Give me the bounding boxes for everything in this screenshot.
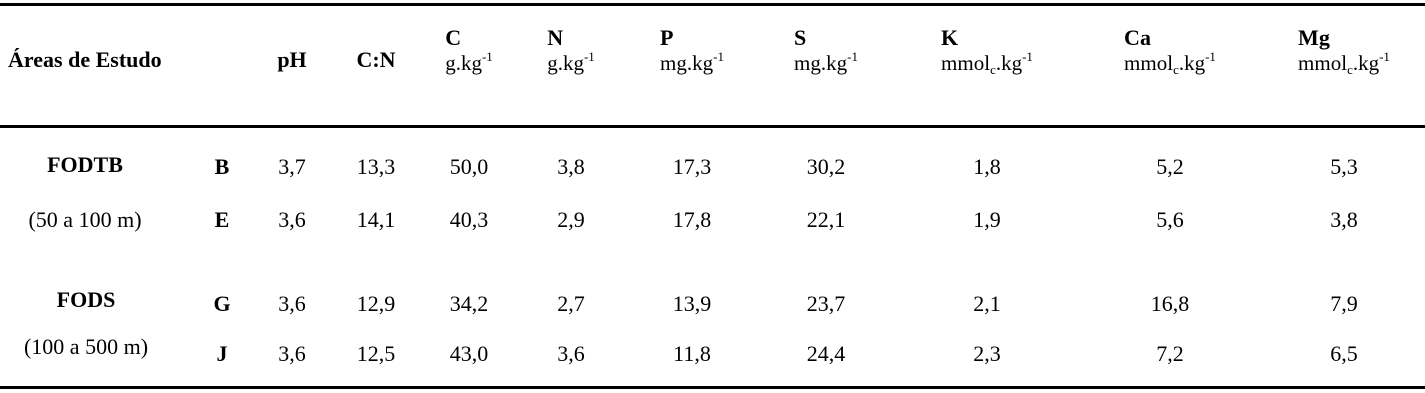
header-mg: Mg $mmol_c.kg^{-1}$ — [1298, 25, 1390, 77]
cell-c: 50,0 — [449, 154, 489, 179]
cell-p: 13,9 — [672, 291, 712, 316]
cell-ca: 5,6 — [1156, 207, 1184, 232]
cell-n: 3,6 — [557, 341, 585, 366]
header-c: C $g.kg^{-1}$ — [445, 25, 493, 75]
cell-ph: 3,6 — [278, 291, 306, 316]
row-area-label: J — [216, 341, 228, 366]
cell-n: 2,9 — [557, 207, 585, 232]
cell-ph: 3,7 — [278, 154, 306, 179]
header-s: S $mg.kg^{-1}$ — [794, 25, 858, 75]
header-k: K $mmol_c.kg^{-1}$ — [941, 25, 1033, 77]
row-area-label: E — [214, 207, 230, 232]
cell-cn: 13,3 — [356, 154, 396, 179]
cell-k: 2,3 — [973, 341, 1001, 366]
cell-ca: 7,2 — [1156, 341, 1184, 366]
cell-k: 1,8 — [973, 154, 1001, 179]
group-name-fodtb: FODTB — [47, 152, 123, 177]
cell-c: 34,2 — [449, 291, 489, 316]
cell-ph: 3,6 — [278, 207, 306, 232]
cell-s: 30,2 — [806, 154, 846, 179]
cell-p: 17,8 — [672, 207, 712, 232]
cell-ca: 5,2 — [1156, 154, 1184, 179]
cell-s: 23,7 — [806, 291, 846, 316]
group-range-fodtb: (50 a 100 m) — [28, 207, 142, 232]
cell-k: 2,1 — [973, 291, 1001, 316]
cell-cn: 14,1 — [356, 207, 396, 232]
header-cn: C:N — [356, 47, 396, 72]
cell-ca: 16,8 — [1150, 291, 1190, 316]
cell-cn: 12,5 — [356, 341, 396, 366]
header-n: N $g.kg^{-1}$ — [547, 25, 595, 75]
cell-n: 3,8 — [557, 154, 585, 179]
cell-p: 17,3 — [672, 154, 712, 179]
cell-ph: 3,6 — [278, 341, 306, 366]
table-bottom-rule — [0, 386, 1425, 389]
header-p: P $mg.kg^{-1}$ — [660, 25, 724, 75]
cell-cn: 12,9 — [356, 291, 396, 316]
cell-mg: 6,5 — [1330, 341, 1358, 366]
row-area-label: G — [213, 291, 231, 316]
header-ph: pH — [277, 47, 307, 72]
header-areas: Áreas de Estudo — [8, 47, 162, 72]
group-name-fods: FODS — [56, 287, 116, 312]
cell-c: 40,3 — [449, 207, 489, 232]
row-area-label: B — [214, 154, 230, 179]
table-top-rule — [0, 3, 1425, 6]
cell-mg: 7,9 — [1330, 291, 1358, 316]
cell-s: 22,1 — [806, 207, 846, 232]
group-range-fods: (100 a 500 m) — [23, 334, 149, 359]
cell-c: 43,0 — [449, 341, 489, 366]
cell-mg: 5,3 — [1330, 154, 1358, 179]
header-ca: Ca $mmol_c.kg^{-1}$ — [1124, 25, 1216, 77]
cell-s: 24,4 — [806, 341, 846, 366]
cell-k: 1,9 — [973, 207, 1001, 232]
cell-mg: 3,8 — [1330, 207, 1358, 232]
cell-p: 11,8 — [673, 341, 711, 366]
table-header-rule — [0, 125, 1425, 128]
cell-n: 2,7 — [557, 291, 585, 316]
